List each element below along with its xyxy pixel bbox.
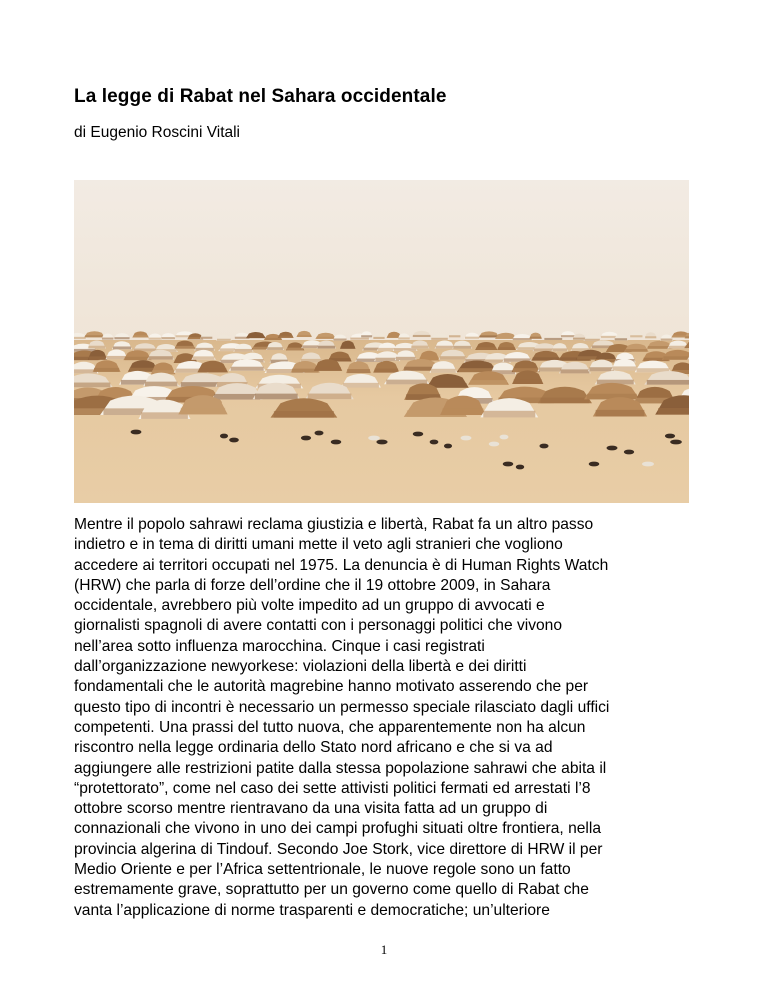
body-line: estremamente grave, soprattutto per un governo come quello di Rabat che [74,881,589,899]
goat [461,436,472,441]
goat [539,444,548,449]
goat [444,444,452,449]
goat [665,434,675,439]
goat [131,430,142,435]
body-line: indietro e in tema di diritti umani mette il veto agli stranieri che vogliono [74,536,563,554]
goat [376,440,387,445]
body-line: connazionali che vivono in uno dei campi profughi situati oltre frontiera, nella [74,820,602,838]
body-line: nell’area sotto influenza marocchina. Cinque i casi registrati [74,637,485,655]
body-line: Mentre il popolo sahrawi reclama giustizia e libertà, Rabat fa un altro passo [74,516,594,533]
goat [589,462,600,467]
goat [503,462,514,467]
body-line: dall’organizzazione newyorkese: violazioni della libertà e dei diritti [74,658,527,676]
body-line: (HRW) che parla di forze dell’ordine che il 19 ottobre 2009, in Sahara [74,576,551,594]
body-line: accedere ai territori occupati nel 1975. La denuncia è di Human Rights Watch [74,556,609,574]
goat [607,446,618,451]
sky [74,180,689,350]
goat [229,438,239,443]
goat [489,442,500,447]
article-body [74,515,704,921]
body-line: provincia algerina di Tindouf. Secondo Joe Stork, vice direttore di HRW il per [74,840,603,858]
goat [624,450,634,455]
body-line: vanta l’applicazione di norme trasparenti e democratiche; un’ulteriore [74,901,550,919]
page-number: 1 [380,942,388,957]
article-title: La legge di Rabat nel Sahara occidentale [74,86,447,107]
body-line: Medio Oriente e per l’Africa settentrionale, le nuove regole sono un fatto [74,861,571,879]
body-line: giornalisti spagnoli di avere contatti con i personaggi politici che vivono [74,617,563,635]
goat [642,462,654,467]
goat [368,436,380,441]
refugee-camp-photo [74,180,689,503]
goat [670,440,682,445]
body-line: fondamentali che le autorità magrebine hanno motivato asserendo che per [74,678,589,696]
goat [315,431,324,436]
goat [301,436,311,441]
body-line: aggiungere alle restrizioni patite dalla stessa popolazione sahrawi che abita il [74,759,607,777]
goat [430,440,439,445]
body-line: ottobre scorso mentre rientravano da una visita fatta ad un gruppo di [74,800,548,818]
body-line: “protettorato”, come nel caso dei sette attivisti politici fermati ed arrestati l’8 [74,779,591,797]
body-line: riscontro nella legge ordinaria dello Stato nord africano e che si va ad [74,739,553,757]
body-line: questo tipo di incontri è necessario un permesso speciale rilasciato dagli uffici [74,698,610,716]
goat [516,465,524,470]
goat [500,435,509,440]
goat [413,432,424,437]
article-author: di Eugenio Roscini Vitali [74,124,241,141]
goat [331,440,342,445]
goat [220,434,228,439]
body-line: competenti. Una prassi del tutto nuova, che apparentemente non ha alcun [74,718,586,736]
body-line: occidentale, avrebbero più volte impedito ad un gruppo di avvocati e [74,597,545,615]
